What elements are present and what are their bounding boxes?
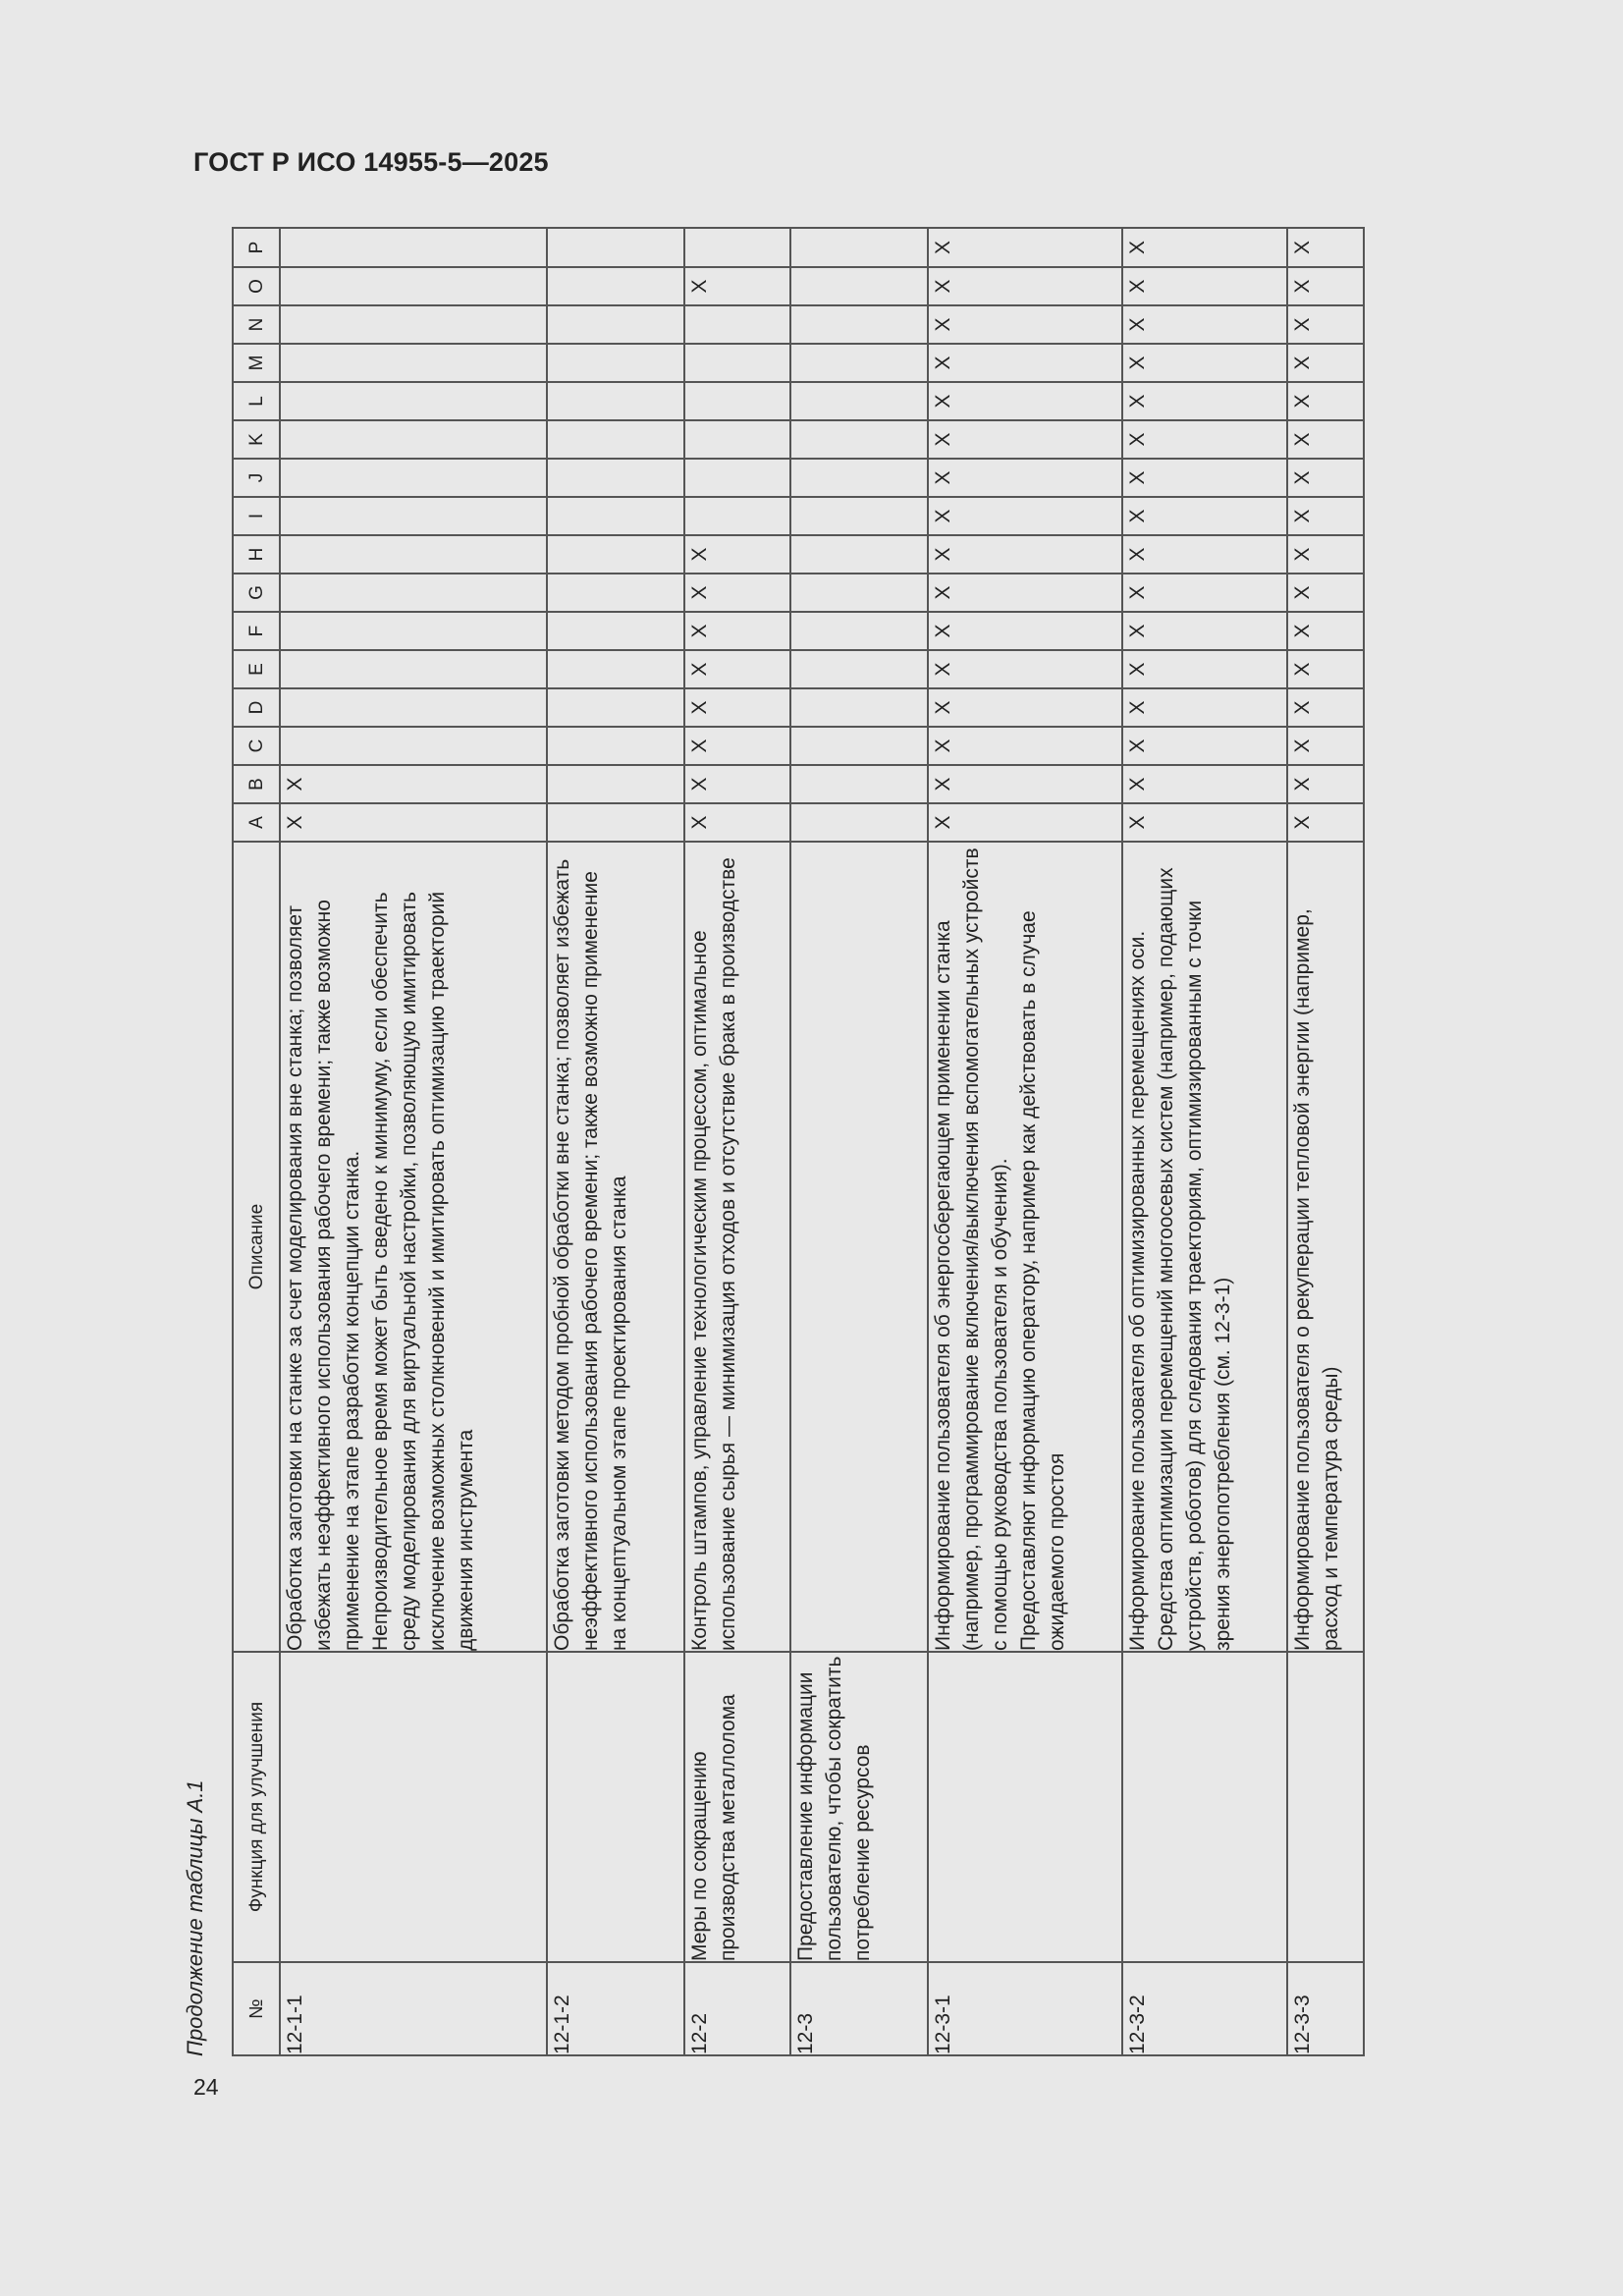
table-row: [1122, 228, 1287, 2055]
mark-cell: X: [1122, 765, 1287, 803]
mark-cell: X: [1287, 344, 1364, 382]
mark-cell: X: [1122, 382, 1287, 420]
mark-cell: [684, 497, 790, 535]
mark-cell: [280, 420, 547, 459]
mark-cell: X: [1122, 497, 1287, 535]
mark-cell: X: [1287, 228, 1364, 267]
row-function: Меры по сокращению производства металлолома: [684, 1652, 790, 1962]
mark-cell: X: [928, 344, 1122, 382]
row-number: 12-2: [684, 1962, 790, 2055]
mark-cell: X: [1287, 727, 1364, 765]
mark-cell: [790, 688, 928, 727]
mark-cell: [790, 727, 928, 765]
mark-cell: [547, 765, 684, 803]
header-letter: M: [233, 344, 280, 382]
mark-cell: X: [1287, 574, 1364, 612]
mark-cell: [280, 650, 547, 688]
row-description: [1287, 842, 1364, 1652]
mark-cell: [547, 228, 684, 267]
header-num: №: [233, 1962, 280, 2055]
header-letter: A: [233, 803, 280, 842]
header-letter: C: [233, 727, 280, 765]
mark-cell: [790, 228, 928, 267]
mark-cell: [684, 228, 790, 267]
row-number: 12-3-1: [928, 1962, 1122, 2055]
mark-cell: [684, 344, 790, 382]
mark-cell: X: [928, 267, 1122, 305]
mark-cell: [280, 535, 547, 574]
mark-cell: X: [1122, 305, 1287, 344]
header-letter: G: [233, 574, 280, 612]
header-letter: I: [233, 497, 280, 535]
mark-cell: [547, 727, 684, 765]
header-letter: P: [233, 228, 280, 267]
row-function: [1122, 1652, 1287, 1962]
mark-cell: X: [1287, 497, 1364, 535]
mark-cell: X: [1122, 228, 1287, 267]
mark-cell: [547, 497, 684, 535]
row-function: [1287, 1652, 1364, 1962]
mark-cell: [684, 382, 790, 420]
mark-cell: [547, 267, 684, 305]
row-number: 12-3: [790, 1962, 928, 2055]
mark-cell: X: [928, 612, 1122, 650]
mark-cell: [790, 612, 928, 650]
mark-cell: [547, 459, 684, 497]
description-paragraph: Предоставляют информацию оператору, например как действовать в случае ожидаемого простоя: [1017, 910, 1068, 1651]
mark-cell: X: [684, 765, 790, 803]
header-function: Функция для улучшения: [233, 1652, 280, 1962]
mark-cell: X: [928, 497, 1122, 535]
mark-cell: X: [684, 535, 790, 574]
row-description: [1122, 842, 1287, 1652]
mark-cell: [790, 267, 928, 305]
mark-cell: [790, 344, 928, 382]
description-paragraph: Информирование пользователя об энергосберегающем применении станка (например, программирование включения/выключения вспомогательных устройств с помощью руководства пользователя и обучения).: [932, 847, 1011, 1651]
header-letter: K: [233, 420, 280, 459]
page-number: 24: [193, 2074, 219, 2100]
mark-cell: [547, 305, 684, 344]
header-description: Описание: [233, 842, 280, 1652]
mark-cell: X: [1122, 688, 1287, 727]
mark-cell: X: [1287, 267, 1364, 305]
header-letter: H: [233, 535, 280, 574]
mark-cell: X: [1122, 650, 1287, 688]
mark-cell: X: [1287, 382, 1364, 420]
mark-cell: [790, 382, 928, 420]
table-row: [1287, 228, 1364, 2055]
row-number: 12-1-2: [547, 1962, 684, 2055]
table-row: [928, 228, 1122, 2055]
mark-cell: X: [928, 228, 1122, 267]
mark-cell: X: [1122, 267, 1287, 305]
header-letter: O: [233, 267, 280, 305]
mark-cell: [280, 574, 547, 612]
mark-cell: X: [280, 803, 547, 842]
mark-cell: X: [928, 535, 1122, 574]
mark-cell: X: [1287, 459, 1364, 497]
mark-cell: [280, 305, 547, 344]
mark-cell: X: [1287, 420, 1364, 459]
mark-cell: X: [1287, 612, 1364, 650]
description-paragraph: Контроль штампов, управление технологическим процессом, оптимальное использование сырья — минимизация отходов и отсутствие брака в производстве: [688, 857, 739, 1651]
mark-cell: X: [1287, 535, 1364, 574]
mark-cell: [280, 382, 547, 420]
description-paragraph: Информирование пользователя об оптимизированных перемещениях оси. Средства оптимизации перемещений многоосевых систем (например, подающих устройств, роботов) для следования траекториям, оптимизированным с точки зрения энергопотребления (см. 12-3-1): [1126, 867, 1234, 1651]
mark-cell: [790, 803, 928, 842]
mark-cell: X: [1122, 459, 1287, 497]
description-paragraph: Непроизводительное время может быть сведено к минимуму, если обеспечить среду моделирования для виртуальной настройки, позволяющую имитировать исключение возможных столкновений и имитировать оптимизацию траекторий движения инструмента: [369, 891, 477, 1651]
mark-cell: X: [928, 459, 1122, 497]
row-description: [547, 842, 684, 1652]
header-letter: L: [233, 382, 280, 420]
mark-cell: [790, 420, 928, 459]
mark-cell: X: [1122, 420, 1287, 459]
mark-cell: X: [928, 650, 1122, 688]
table-row: [790, 228, 928, 2055]
mark-cell: X: [1287, 688, 1364, 727]
header-letter: E: [233, 650, 280, 688]
mark-cell: X: [684, 688, 790, 727]
mark-cell: X: [684, 574, 790, 612]
row-function: [547, 1652, 684, 1962]
mark-cell: [547, 535, 684, 574]
table-row: [547, 228, 684, 2055]
mark-cell: X: [1287, 650, 1364, 688]
mark-cell: [280, 727, 547, 765]
mark-cell: X: [928, 688, 1122, 727]
mark-cell: [280, 688, 547, 727]
mark-cell: X: [1122, 574, 1287, 612]
mark-cell: X: [928, 305, 1122, 344]
mark-cell: X: [684, 650, 790, 688]
row-description: [280, 842, 547, 1652]
mark-cell: X: [928, 765, 1122, 803]
mark-cell: X: [928, 574, 1122, 612]
mark-cell: X: [928, 727, 1122, 765]
description-paragraph: Обработка заготовки на станке за счет моделирования вне станка; позволяет избежать неэффективного использования рабочего времени; также возможно применение на этапе разработки концепции станка.: [284, 900, 363, 1651]
mark-cell: [790, 765, 928, 803]
mark-cell: [790, 574, 928, 612]
mark-cell: [547, 382, 684, 420]
mark-cell: [280, 497, 547, 535]
table-caption: Продолжение таблицы А.1: [183, 1779, 207, 2056]
row-description: [684, 842, 790, 1652]
header-letter: D: [233, 688, 280, 727]
mark-cell: X: [1122, 803, 1287, 842]
row-function: [928, 1652, 1122, 1962]
mark-cell: [280, 459, 547, 497]
description-paragraph: Обработка заготовки методом пробной обработки вне станка; позволяет избежать неэффективного использования рабочего времени; также возможно применение на концептуальном этапе проектирования станка: [551, 858, 630, 1651]
mark-cell: X: [684, 803, 790, 842]
header-letter: B: [233, 765, 280, 803]
mark-cell: [547, 420, 684, 459]
header-letter: N: [233, 305, 280, 344]
mark-cell: X: [1287, 305, 1364, 344]
mark-cell: X: [280, 765, 547, 803]
mark-cell: [790, 535, 928, 574]
mark-cell: X: [1122, 727, 1287, 765]
mark-cell: X: [1122, 535, 1287, 574]
mark-cell: X: [1122, 612, 1287, 650]
mark-cell: [280, 344, 547, 382]
mark-cell: [547, 803, 684, 842]
mark-cell: [280, 612, 547, 650]
mark-cell: [684, 459, 790, 497]
mark-cell: [547, 574, 684, 612]
mark-cell: [790, 305, 928, 344]
mark-cell: X: [684, 267, 790, 305]
mark-cell: X: [684, 727, 790, 765]
mark-cell: X: [928, 420, 1122, 459]
mark-cell: X: [928, 382, 1122, 420]
table-header-row: [233, 228, 280, 2055]
requirements-table: [232, 227, 1365, 2056]
mark-cell: [790, 459, 928, 497]
row-function: Предоставление информации пользователю, чтобы сократить потребление ресурсов: [790, 1652, 928, 1962]
mark-cell: X: [684, 612, 790, 650]
mark-cell: [547, 688, 684, 727]
mark-cell: [684, 305, 790, 344]
mark-cell: X: [1287, 803, 1364, 842]
table-row: [684, 228, 790, 2055]
mark-cell: [684, 420, 790, 459]
row-description: [928, 842, 1122, 1652]
table-row: [280, 228, 547, 2055]
mark-cell: X: [1122, 344, 1287, 382]
mark-cell: X: [928, 803, 1122, 842]
standard-title: ГОСТ Р ИСО 14955-5—2025: [193, 147, 549, 177]
mark-cell: [790, 497, 928, 535]
mark-cell: [280, 267, 547, 305]
mark-cell: [790, 650, 928, 688]
header-letter: F: [233, 612, 280, 650]
mark-cell: [547, 650, 684, 688]
rotated-table-container: [183, 230, 1361, 2056]
mark-cell: [547, 612, 684, 650]
description-paragraph: Информирование пользователя о рекуперации тепловой энергии (например, расход и температура среды): [1291, 908, 1342, 1651]
mark-cell: [547, 344, 684, 382]
row-description: [790, 842, 928, 1652]
header-letter: J: [233, 459, 280, 497]
row-number: 12-3-2: [1122, 1962, 1287, 2055]
mark-cell: X: [1287, 765, 1364, 803]
row-number: 12-1-1: [280, 1962, 547, 2055]
row-number: 12-3-3: [1287, 1962, 1364, 2055]
mark-cell: [280, 228, 547, 267]
row-function: [280, 1652, 547, 1962]
